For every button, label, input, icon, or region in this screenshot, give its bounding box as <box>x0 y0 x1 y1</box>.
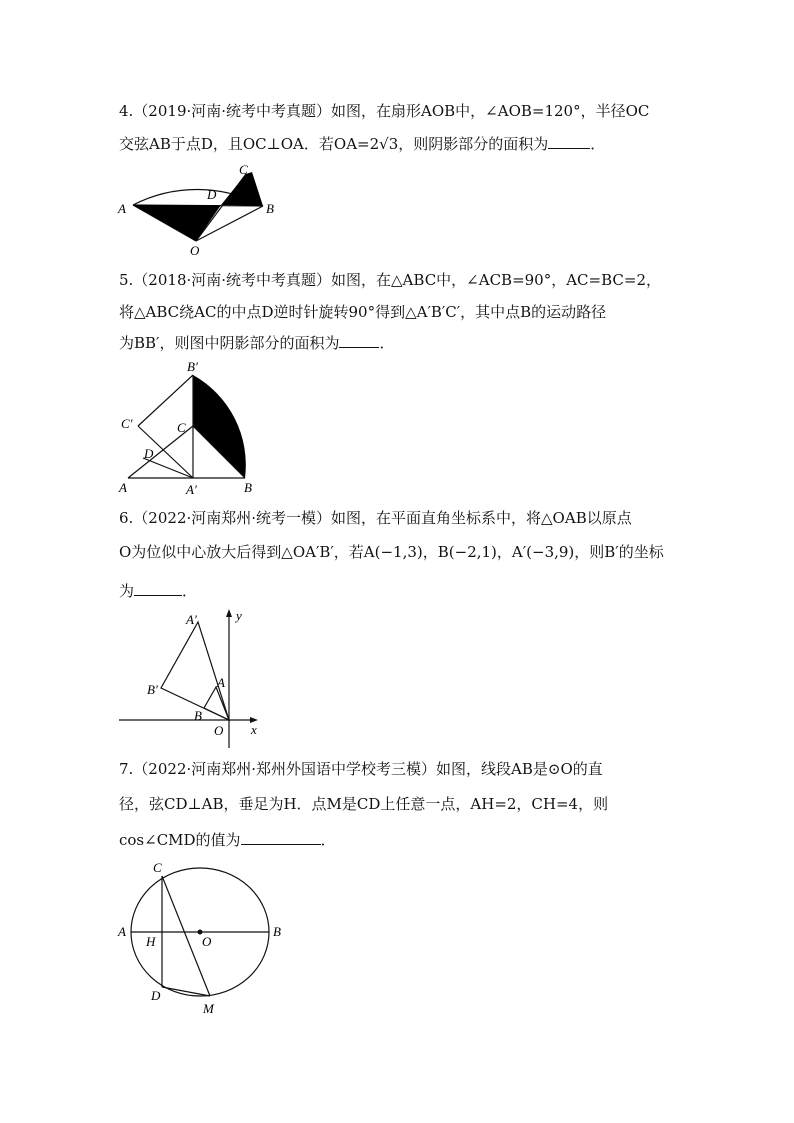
label-b-prime: B′ <box>187 359 198 374</box>
label-d: D <box>151 988 161 1003</box>
problem-7-line-2: 径，弦CD⊥AB，垂足为H．点M是CD上任意一点，AH=2，CH=4，则 <box>119 795 609 813</box>
problem-6-line-1: 6.（2022·河南郑州·统考一模）如图，在平面直角坐标系中，将△OAB以原点 <box>119 509 632 527</box>
label-c: C <box>177 420 186 435</box>
label-c-prime: C′ <box>121 416 133 431</box>
problem-5-line-3: 为BB′，则图中阴影部分的面积为 ． <box>119 334 395 352</box>
problem-5-line-2: 将△ABC绕AC的中点D逆时针旋转90°得到△A′B′C′，其中点B的运动路径 <box>119 303 607 321</box>
label-b: B <box>244 480 252 495</box>
label-o: O <box>190 243 200 258</box>
problem-6-line-2: O为位似中心放大后得到△OA′B′，若A(−1,3)，B(−2,1)，A′(−3,9)，则B′的坐标 <box>119 543 664 561</box>
label-o: O <box>202 934 212 949</box>
label-a: A <box>119 480 127 495</box>
label-d: D <box>144 446 154 461</box>
label-b-prime: B′ <box>147 682 158 697</box>
label-a-prime: A′ <box>186 612 197 627</box>
problem-7-line-3: cos∠CMD的值为 ． <box>119 831 336 849</box>
problem-4-line-1: 4.（2019·河南·统考中考真题）如图，在扇形AOB中，∠AOB=120°，半径OC <box>119 102 650 120</box>
label-o: O <box>214 723 224 738</box>
label-b: B <box>273 924 281 939</box>
label-d: D <box>207 187 217 202</box>
label-a-prime: A′ <box>186 482 197 497</box>
label-a: A <box>217 675 225 690</box>
label-c: C <box>153 860 162 875</box>
problem-4-line-2: 交弦AB于点D，且OC⊥OA．若OA=2√3，则阴影部分的面积为 ． <box>119 135 606 153</box>
label-b: B <box>266 201 274 216</box>
label-a: A <box>118 201 126 216</box>
problem-5-line-1: 5.（2018·河南·统考中考真题）如图，在△ABC中，∠ACB=90°，AC=BC=2， <box>119 271 661 289</box>
label-a: A <box>118 924 126 939</box>
problem-6-line-3: 为 ． <box>119 582 198 600</box>
label-x-axis: x <box>251 722 257 737</box>
label-m: M <box>203 1001 214 1016</box>
label-y-axis: y <box>236 608 242 623</box>
label-h: H <box>146 934 156 949</box>
problem-7-line-1: 7.（2022·河南郑州·郑州外国语中学校考三模）如图，线段AB是⊙O的直 <box>119 760 603 778</box>
label-c: C <box>239 162 248 177</box>
label-b: B <box>194 708 202 723</box>
